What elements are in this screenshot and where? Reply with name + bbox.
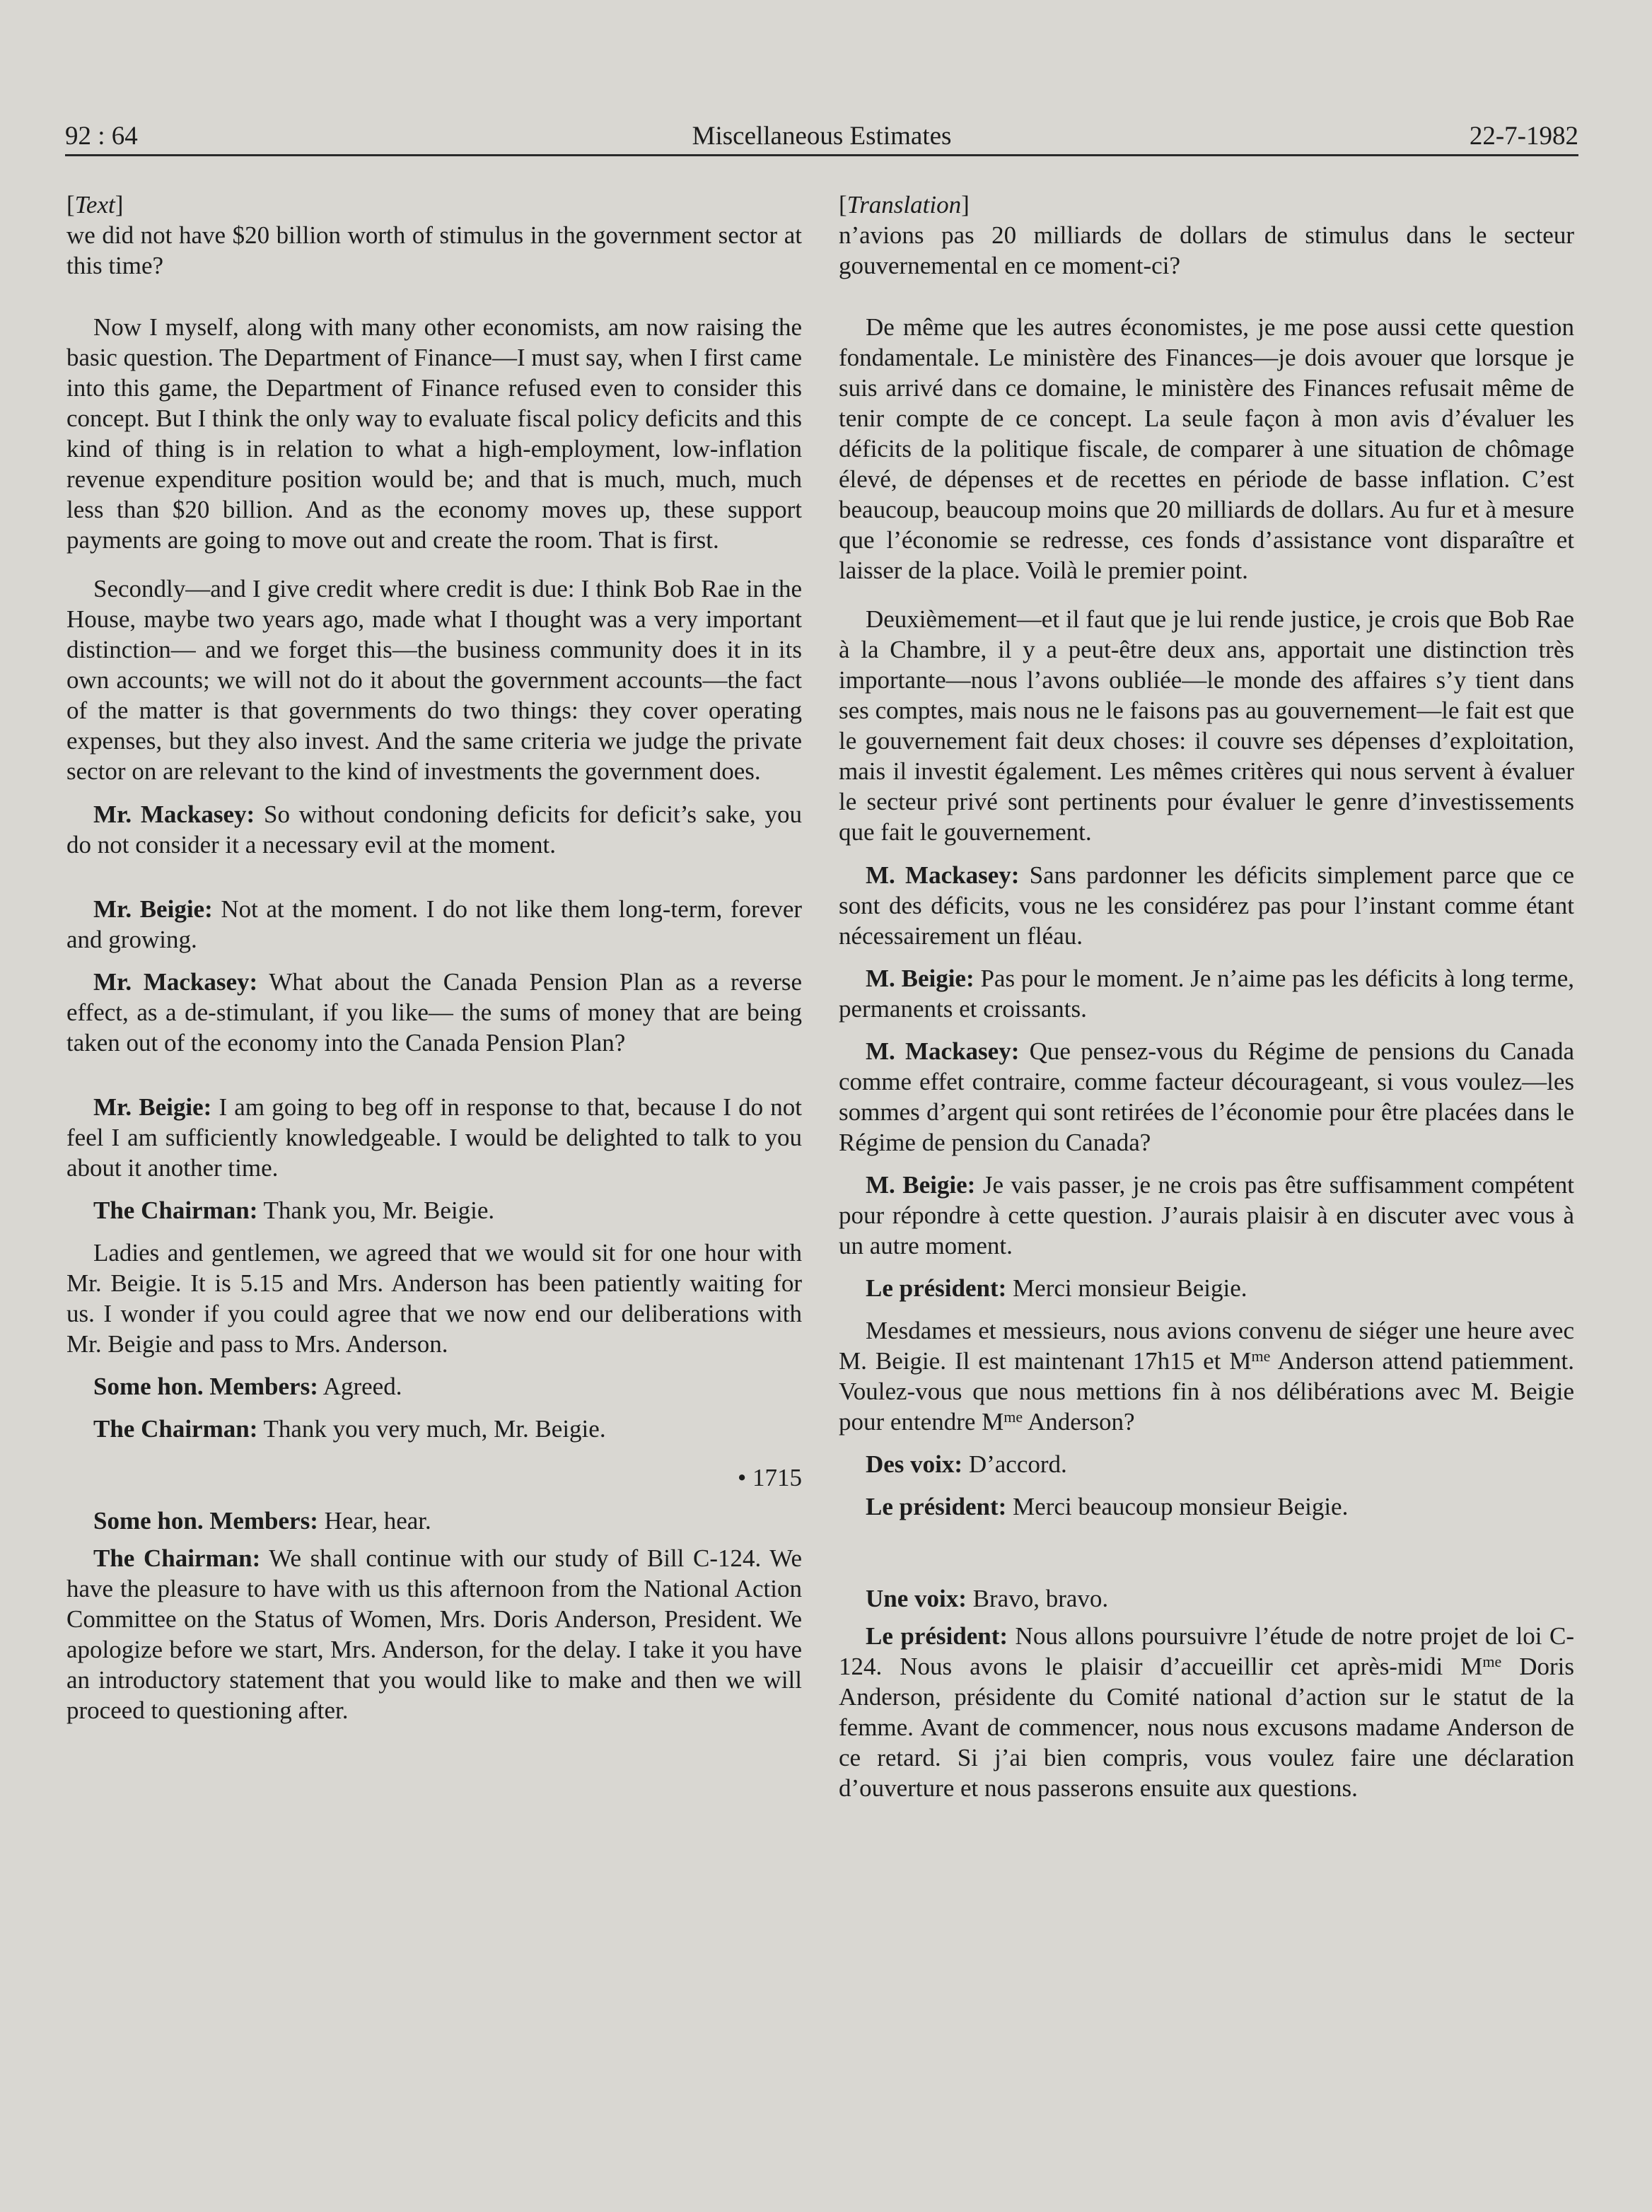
- speech: Le président: Merci beaucoup monsieur Beigie.: [866, 1493, 1349, 1520]
- speaker-name: M. Beigie:: [866, 965, 975, 992]
- speech: Mr. Mackasey: So without condoning deficits for deficit’s sake, you do not consider it a necessary evil at the moment.: [66, 801, 802, 858]
- speaker-name: The Chairman:: [93, 1415, 258, 1443]
- running-title: Miscellaneous Estimates: [692, 122, 952, 151]
- speech: Des voix: D’accord.: [866, 1450, 1067, 1478]
- speech: Le président: Nous allons poursuivre l’étude de notre projet de loi C-124. Nous avons le plaisir d’accueillir cet après-midi $M^{me}$ Doris Anderson, présidente du Comité national d’action sur le statut de la femme. Avant de commencer, nous nous excusons madame Anderson de ce retard. Si j’ai bien compris, vous voulez faire une déclaration d’ouverture et nous passerons ensuite aux questions.: [839, 1622, 1574, 1802]
- speech: Une voix: Bravo, bravo.: [866, 1585, 1109, 1612]
- speech: M. Beigie: Je vais passer, je ne crois pas être suffisamment compétent pour répondre à cette question. J’aurais plaisir à en discuter avec vous à un autre moment.: [839, 1171, 1574, 1259]
- speaker-name: M. Mackasey:: [866, 1037, 1020, 1065]
- text-tag: [Text]: [66, 191, 124, 219]
- paragraph: n’avions pas 20 milliards de dollars de stimulus dans le secteur gouvernemental en ce moment-ci?: [839, 221, 1574, 279]
- paragraph: Secondly—and I give credit where credit is due: I think Bob Rae in the House, maybe two years ago, made what I thought was a very important distinction— and we forget this—the business community does it in its own accounts; we will not do it about the government accounts—the fact of the matter is that governments do two things: they cover operating expenses, but they also invest. And the same criteria we judge the private sector on are relevant to the kind of investments the government does.: [66, 575, 802, 785]
- speaker-name: Le président:: [866, 1493, 1007, 1520]
- paragraph: Ladies and gentlemen, we agreed that we would sit for one hour with Mr. Beigie. It is 5.15 and Mrs. Anderson has been patiently waiting for us. I wonder if you could agree that we now end our deliberations with Mr. Beigie and pass to Mrs. Anderson.: [66, 1239, 802, 1358]
- speech: The Chairman: We shall continue with our study of Bill C-124. We have the pleasure to have with us this afternoon from the National Action Committee on the Status of Women, Mrs. Doris Anderson, President. We apologize before we start, Mrs. Anderson, for the delay. I take it you have an introductory statement that you would like to make and then we will proceed to questioning after.: [66, 1544, 802, 1724]
- speaker-name: Des voix:: [866, 1450, 963, 1478]
- translation-tag: [Translation]: [839, 191, 970, 219]
- speech: Some hon. Members: Agreed.: [93, 1373, 402, 1400]
- speaker-name: Some hon. Members:: [93, 1373, 318, 1400]
- speech: Mr. Beigie: I am going to beg off in response to that, because I do not feel I am sufficiently knowledgeable. I would be delighted to talk to you about it another time.: [66, 1093, 802, 1182]
- paragraph: De même que les autres économistes, je me pose aussi cette question fondamentale. Le ministère des Finances—je dois avouer que lorsque je suis arrivé dans ce domaine, le ministère des Finances refusait même de tenir compte de ce concept. La seule façon à mon avis d’évaluer les déficits de la politique fiscale, de comparer à une situation de chômage élevé, de dépenses et de recettes en période de basse inflation. C’est beaucoup, beaucoup moins que 20 milliards de dollars. Au fur et à mesure que l’économie se redresse, ces fonds d’assistance vont disparaître et laisser de la place. Voilà le premier point.: [839, 313, 1574, 584]
- header-date: 22-7-1982: [1469, 122, 1578, 151]
- speech: The Chairman: Thank you, Mr. Beigie.: [93, 1197, 495, 1224]
- speech: Mr. Beigie: Not at the moment. I do not like them long-term, forever and growing.: [66, 895, 803, 953]
- speech: Some hon. Members: Hear, hear.: [93, 1507, 431, 1535]
- speaker-name: The Chairman:: [93, 1197, 258, 1224]
- paragraph: Deuxièmement—et il faut que je lui rende justice, je crois que Bob Rae à la Chambre, il y a peut-être deux ans, apportait une distinction très importante—nous l’avons oubliée—le monde des affaires s’y tient dans ses comptes, mais nous ne le faisons pas au gouvernement—le fait est que le gouvernement fait deux choses: il couvre ses dépenses d’exploitation, mais il investit également. Les mêmes critères qui nous servent à évaluer le secteur privé sont pertinents pour évaluer le genre d’investissements que fait le gouvernement.: [839, 605, 1574, 846]
- speaker-name: The Chairman:: [93, 1544, 261, 1572]
- speaker-name: M. Beigie:: [866, 1171, 976, 1199]
- speaker-name: Le président:: [866, 1622, 1008, 1650]
- speech: Le président: Merci monsieur Beigie.: [866, 1274, 1247, 1302]
- page-reference: 92 : 64: [65, 122, 138, 151]
- speech: The Chairman: Thank you very much, Mr. Beigie.: [93, 1415, 606, 1443]
- page-header: [65, 119, 1578, 154]
- speaker-name: Le président:: [866, 1274, 1007, 1302]
- speaker-name: Une voix:: [866, 1585, 967, 1612]
- speech: Mr. Mackasey: What about the Canada Pension Plan as a reverse effect, as a de-stimulant, if you like— the sums of money that are being taken out of the economy into the Canada Pension Plan?: [66, 968, 803, 1056]
- paragraph: Now I myself, along with many other economists, am now raising the basic question. The Department of Finance—I must say, when I first came into this game, the Department of Finance refused even to consider this concept. But I think the only way to evaluate fiscal policy deficits and this kind of thing is in relation to what a high-employment, low-inflation revenue expenditure position would be; and that is much, much, much less than $20 billion. And as the economy moves up, these support payments are going to move out and create the room. That is first.: [66, 313, 803, 554]
- paragraph: we did not have $20 billion worth of stimulus in the government sector at this time?: [66, 221, 802, 279]
- header-rule: [65, 154, 1578, 156]
- speaker-name: Mr. Beigie:: [93, 1093, 212, 1121]
- speaker-name: Mr. Mackasey:: [93, 968, 258, 996]
- speaker-name: Mr. Mackasey:: [93, 801, 255, 828]
- speech: M. Beigie: Pas pour le moment. Je n’aime pas les déficits à long terme, permanents et croissants.: [839, 965, 1574, 1023]
- english-column: [66, 190, 802, 1725]
- speaker-name: Some hon. Members:: [93, 1507, 318, 1535]
- french-column: [839, 190, 1574, 1803]
- speech: M. Mackasey: Que pensez-vous du Régime de pensions du Canada comme effet contraire, comme facteur décourageant, si vous voulez—les sommes d’argent qui sont retirées de l’économie pour être placées dans le Régime de pension du Canada?: [839, 1037, 1574, 1156]
- paragraph: Mesdames et messieurs, nous avions convenu de siéger une heure avec M. Beigie. Il est maintenant 17h15 et $M^{me}$ Anderson attend patiemment. Voulez-vous que nous mettions fin à nos délibérations avec M. Beigie pour entendre $M^{me}$ Anderson?: [839, 1317, 1575, 1436]
- speech: M. Mackasey: Sans pardonner les déficits simplement parce que ce sont des déficits, vous ne les considérez pas pour l’instant comme étant nécessairement un fléau.: [839, 861, 1574, 950]
- time-marker: • 1715: [737, 1464, 802, 1491]
- speaker-name: Mr. Beigie:: [93, 895, 213, 923]
- speaker-name: M. Mackasey:: [866, 861, 1020, 889]
